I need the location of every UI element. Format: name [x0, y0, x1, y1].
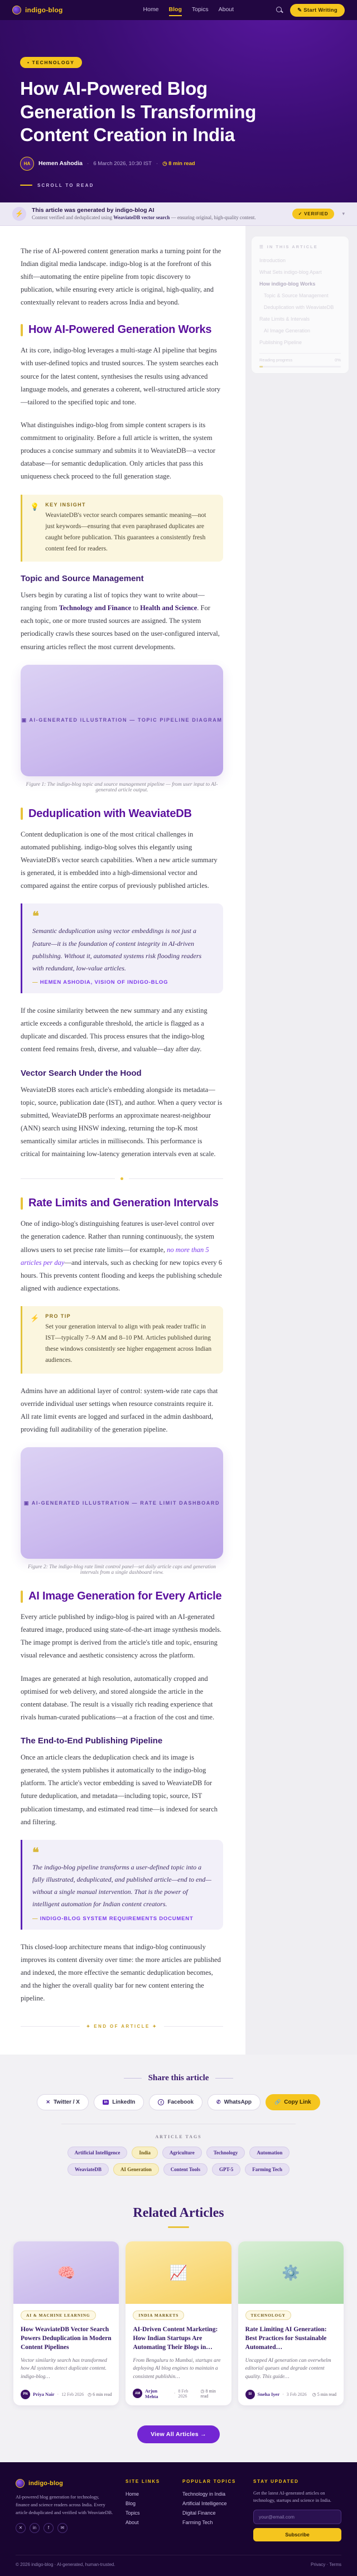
brand-text: indigo-blog: [28, 2480, 64, 2487]
related-articles: [0, 2190, 357, 2410]
ai-banner-text: [32, 207, 256, 220]
toc-divider: [259, 353, 341, 354]
scroll-text: SCROLL TO READ: [37, 182, 94, 188]
footer-link[interactable]: Farming Tech: [182, 2520, 213, 2526]
pro-tip-callout: [21, 1306, 223, 1374]
toc-item-active[interactable]: How indigo-blog Works: [259, 281, 316, 287]
paragraph: [21, 589, 223, 654]
card-author: Arjun Mehta: [144, 2387, 158, 2399]
lightbulb-icon: 💡: [30, 502, 40, 511]
callout-label: PRO TIP: [45, 1313, 71, 1320]
chart-up-icon: 📈: [169, 2264, 188, 2281]
divider-line: [164, 2026, 223, 2027]
subheading-vector-search: Vector Search Under the Hood: [21, 1068, 142, 1078]
category-badge[interactable]: • TECHNOLOGY: [20, 57, 82, 68]
page-title: How AI-Powered Blog Generation Is Transforming Content Creation in India: [20, 78, 257, 146]
footer-link[interactable]: Blog: [126, 2501, 136, 2507]
heading-underline: [168, 2226, 189, 2228]
card-excerpt: Vector similarity search has transformed how AI systems detect duplicate content. indigo-blog…: [21, 2357, 107, 2380]
toc-item[interactable]: Topic & Source Management: [264, 293, 329, 299]
attribution-text: HEMEN ASHODIA, VISION OF INDIGO-BLOG: [40, 979, 168, 986]
gear-icon: ⚙️: [282, 2264, 300, 2281]
quote-mark-icon: ❝: [32, 909, 39, 924]
nav-blog[interactable]: Blog: [169, 4, 182, 16]
callout-content: [45, 502, 214, 555]
site-header: [0, 0, 357, 20]
card-date: 3 Feb 2026: [286, 2391, 307, 2397]
search-icon[interactable]: [274, 5, 284, 15]
brand-name: [25, 6, 63, 14]
view-all-wrap: [0, 2411, 357, 2462]
subscribe-button[interactable]: Subscribe: [253, 2528, 341, 2541]
card-read-time: ◷ 6 min read: [88, 2391, 112, 2397]
text-run: to: [131, 604, 141, 612]
author-name[interactable]: Hemen Ashodia: [38, 160, 83, 167]
tags-label: ARTICLE TAGS: [155, 2134, 202, 2140]
bolt-icon: ⚡: [12, 207, 26, 221]
ai-banner-sub-suffix: — ensuring original, high-quality content.: [170, 215, 256, 221]
author-avatar[interactable]: HA: [20, 157, 34, 171]
share-button-label: LinkedIn: [112, 2099, 136, 2106]
toc-item[interactable]: Rate Limits & Intervals: [259, 316, 310, 322]
footer-site-links: [126, 2479, 170, 2541]
share-linkedin-button[interactable]: [94, 2094, 144, 2110]
x-icon: ✕: [46, 2099, 50, 2105]
separator: ·: [173, 2391, 176, 2396]
tag[interactable]: Agriculture: [162, 2147, 202, 2159]
card-footer: [21, 2383, 112, 2399]
figure-2-caption: Figure 2: The indigo-blog rate limit control panel—set daily article caps and generation intervals from a single dashboard view.: [27, 1564, 216, 1576]
brand-logo[interactable]: [12, 6, 63, 15]
footer-description: AI-powered blog generation for technology, finance and science readers across India. Every article deduplicated and verified with WeaviateDB.: [16, 2493, 113, 2515]
card-excerpt: From Bengaluru to Mumbai, startups are deploying AI blog engines to maintain a consistent publishin…: [133, 2357, 221, 2380]
related-card[interactable]: [126, 2241, 231, 2405]
share-button-label: Facebook: [167, 2099, 194, 2106]
hero: [0, 20, 357, 202]
related-cards: [13, 2241, 344, 2405]
card-thumbnail: [13, 2241, 119, 2304]
card-thumbnail: [126, 2241, 231, 2304]
callout-content: [45, 1313, 214, 1366]
facebook-icon[interactable]: f: [44, 2523, 54, 2533]
callout-text: WeaviateDB's vector search compares semantic meaning—not just keywords—ensuring that even paraphrased duplicates are caught before publication. This guarantees a consistently fresh content feed for readers.: [45, 511, 206, 552]
email-field[interactable]: [253, 2510, 341, 2524]
link-icon: 🔗: [274, 2099, 281, 2105]
figure-1-placeholder-image: [21, 665, 223, 776]
end-of-article-text: ✦ END OF ARTICLE ✦: [86, 2024, 158, 2029]
byline: [20, 157, 337, 171]
footer-link[interactable]: Artificial Intelligence: [182, 2501, 227, 2507]
brand-name: [28, 2480, 63, 2487]
ai-banner-sub-prefix: Content verified and deduplicated using: [32, 215, 114, 221]
footer-column-heading: POPULAR TOPICS: [182, 2478, 237, 2484]
copyright-text: © 2026 indigo-blog · AI-generated, human-trusted.: [16, 2561, 115, 2567]
facebook-icon: f: [158, 2099, 164, 2105]
section-heading-deduplication: Deduplication with WeaviateDB: [21, 808, 223, 820]
table-of-contents: [251, 236, 349, 374]
figure-1: [21, 665, 223, 776]
figure-2-label: ▣ AI-GENERATED ILLUSTRATION — RATE LIMIT DASHBOARD: [23, 1500, 220, 1506]
copy-link-button[interactable]: [266, 2094, 320, 2110]
newsletter-text: Get the latest AI-generated articles on technology, startups and science in India.: [253, 2490, 331, 2503]
card-category-badge: TECHNOLOGY: [245, 2311, 291, 2320]
brand-orb-icon: [12, 6, 21, 15]
separator: ·: [282, 2391, 284, 2397]
footer-brand: [16, 2479, 113, 2541]
card-footer: [133, 2381, 224, 2399]
footer-social: [16, 2523, 113, 2533]
dash: —: [32, 1915, 38, 1922]
footer-columns: [16, 2479, 341, 2541]
share-facebook-button[interactable]: [149, 2094, 202, 2110]
card-excerpt: Uncapped AI generation can overwhelm editorial queues and degrade content quality. This guide…: [245, 2357, 331, 2380]
paragraph: At its core, indigo-blog leverages a multi-stage AI pipeline that begins with user-defined topics and trusted sources. The system searches each source for the latest content, synthesises the results using advanced language models, and generates a coherent, well-structured article story—tailored to the specified topic and tone.: [21, 346, 221, 406]
publish-date: 6 March 2026, 10:30 IST: [93, 160, 152, 167]
footer-link[interactable]: About: [126, 2520, 139, 2526]
end-of-article-marker: [21, 2024, 223, 2029]
x-icon[interactable]: ✕: [16, 2523, 26, 2533]
tag[interactable]: Farming Tech: [245, 2163, 290, 2176]
reading-progress-bar: [259, 366, 341, 368]
ai-banner-title: This article was generated by indigo-blog AI: [32, 207, 155, 214]
share-heading: [13, 2074, 344, 2083]
reading-progress-label: Reading progress: [259, 357, 293, 363]
whatsapp-icon: ✆: [216, 2099, 221, 2105]
reading-progress-value: 0%: [335, 357, 341, 363]
card-title[interactable]: Rate Limiting AI Generation: Best Practices for Sustainable Automated…: [245, 2326, 327, 2351]
text-run: —and intervals, such as checking for new topics every 6 hours. This prevents content flooding and keeps the publishing schedule aligned with audience expectations.: [21, 1258, 223, 1292]
card-title[interactable]: AI-Driven Content Marketing: How Indian Startups Are Automating Their Blogs in…: [133, 2326, 218, 2351]
scroll-line: [20, 185, 32, 186]
card-category-badge: INDIA MARKETS: [133, 2311, 184, 2320]
reading-progress-fill: [259, 366, 263, 368]
text-run-italic: no more than 5 articles per day: [21, 1245, 209, 1267]
paragraph: [21, 1217, 223, 1295]
tag[interactable]: Automation: [249, 2147, 290, 2159]
paragraph: Admins have an additional layer of control: system-wide rate caps that override individual user settings when resource constraints require it. All rate limit events are logged and surfaced in the admin dashboard, providing full auditability of the generation pipeline.: [21, 1386, 218, 1433]
card-body: [238, 2304, 344, 2405]
toc-item[interactable]: Publishing Pipeline: [259, 340, 302, 346]
author-avatar: SI: [245, 2390, 255, 2399]
figure-2-placeholder-image: [21, 1447, 223, 1559]
paragraph: Images are generated at high resolution, automatically cropped and optimised for web delivery, and stored alongside the article in the content database. The result is a visually rich reading experience that rivals human-curated publications—at a fraction of the cost and time.: [21, 1674, 215, 1721]
content-layout: [0, 226, 357, 2055]
card-category-badge: AI & MACHINE LEARNING: [21, 2311, 96, 2320]
toc-heading: [259, 244, 341, 249]
paragraph: What distinguishes indigo-blog from simple content scrapers is its commitment to originality. Before a full article is written, the system produces a concise summary and submits it to WeaviateDB—a vector database—for semantic deduplication. Only articles that pass this uniqueness check proceed to the full generation stage.: [21, 421, 216, 481]
blockquote-2: [21, 1840, 223, 1930]
main-nav: [143, 4, 234, 16]
share-section: [0, 2055, 357, 2190]
bolt-icon: ⚡: [30, 1314, 40, 1323]
toc-item[interactable]: Deduplication with WeaviateDB: [264, 305, 334, 311]
reading-progress: [259, 357, 341, 363]
paragraph: WeaviateDB stores each article's embedding alongside its metadata—topic, source, publication date (IST), and author. When a query vector is submitted, WeaviateDB performs an approximate nearest-neighbour (ANN) search using HNSW indexing, returning the top-K most semantically similar articles in milliseconds. This performance is critical for maintaining low-latency generation intervals even at scale.: [21, 1085, 223, 1158]
callout-label: KEY INSIGHT: [45, 501, 86, 508]
related-card[interactable]: [238, 2241, 344, 2405]
tag[interactable]: Artificial Intelligence: [67, 2147, 128, 2159]
author-avatar: AM: [133, 2389, 142, 2398]
text-run: Users begin by curating a list of topics they want to write about—ranging from: [21, 591, 205, 612]
tag[interactable]: AI Generation: [113, 2163, 159, 2176]
footer-link[interactable]: Digital Finance: [182, 2510, 216, 2516]
footer-link[interactable]: Home: [126, 2491, 139, 2497]
section-divider: [21, 1177, 223, 1180]
tag-list: [45, 2147, 312, 2176]
quote-attribution: [32, 1916, 213, 1922]
section-heading-rate-limits: Rate Limits and Generation Intervals: [21, 1197, 223, 1210]
nav-topics[interactable]: Topics: [191, 6, 209, 13]
toc-heading-text: IN THIS ARTICLE: [267, 244, 318, 249]
paragraph: Every article published by indigo-blog is paired with an AI-generated featured image, produced using state-of-the-art image synthesis models. The image prompt is derived from the article's title and topic, ensuring visual relevance and aesthetic consistency across the platform.: [21, 1613, 221, 1660]
separator: ·: [57, 2391, 59, 2397]
text-run: . For each topic, one or more trusted sources are assigned. The system periodically crawls these sources based on the user-configured interval, ensuring articles reflect the most current developments.: [21, 604, 220, 651]
text-run-bold: Technology and Finance: [59, 604, 132, 612]
card-author: Sneha Iyer: [257, 2391, 280, 2398]
card-date: 12 Feb 2026: [61, 2391, 84, 2397]
tag[interactable]: Content Tools: [163, 2163, 208, 2176]
section-heading-generation-works: How AI-Powered Generation Works: [21, 323, 223, 336]
figure-2: [21, 1447, 223, 1559]
scroll-indicator: [20, 183, 337, 188]
divider-line: [124, 2078, 142, 2079]
toc-item[interactable]: AI Image Generation: [264, 328, 311, 334]
header-actions: [274, 4, 345, 17]
key-insight-callout: [21, 495, 223, 562]
footer-bottom-bar: [16, 2555, 341, 2576]
quote-text: Semantic deduplication using vector embeddings is not just a feature—it is the foundation of content integrity in AI-driven publishing. Without it, automated systems risk flooding readers with redundant, low-value articles.: [32, 927, 202, 972]
ai-banner-sub-bold: WeaviateDB vector search: [113, 215, 170, 221]
card-body: [126, 2304, 231, 2405]
footer-popular-topics: [182, 2479, 241, 2541]
chevron-down-icon[interactable]: ▾: [342, 210, 345, 216]
nav-about[interactable]: About: [218, 6, 234, 13]
intro-paragraph: The rise of AI-powered content generation marks a turning point for the Indian digital media landscape. indigo-blog is at the forefront of this shift—automating the entire pipeline from topic discovery to publication, while ensuring every article is original, high-quality, and contextually relevant to readers across India and beyond.: [21, 247, 221, 307]
read-time: ◷ 8 min read: [162, 160, 195, 167]
related-card[interactable]: [13, 2241, 119, 2405]
blockquote-1: [21, 903, 223, 993]
related-heading: Related Articles: [133, 2206, 224, 2221]
footer-column-heading: STAY UPDATED: [253, 2478, 299, 2484]
attribution-text: INDIGO-BLOG SYSTEM REQUIREMENTS DOCUMENT: [40, 1915, 194, 1922]
footer-link[interactable]: Topics: [126, 2510, 140, 2516]
text-run-bold: Health and Science: [140, 604, 197, 612]
toc-item[interactable]: Introduction: [259, 258, 286, 264]
paragraph: Once an article clears the deduplication check and its image is generated, the system publishes it automatically to the indigo-blog platform. The article's vector embedding is saved to WeaviateDB for future deduplication, and metadata—including topic, source, IST publication timestamp, and estimated read time—is indexed for search and filtering.: [21, 1753, 218, 1826]
brand-orb-icon: [16, 2479, 25, 2488]
paragraph: If the cosine similarity between the new summary and any existing article exceeds a configurable threshold, the article is flagged as a duplicate and discarded. This process ensures that the indigo-blog content feed remains fresh, diverse, and valuable—day after day.: [21, 1007, 208, 1053]
card-thumbnail: [238, 2241, 344, 2304]
separator: ·: [86, 160, 89, 167]
tag[interactable]: GPT-5: [212, 2163, 240, 2176]
card-read-time: ◷ 5 min read: [312, 2391, 336, 2397]
card-footer: [245, 2383, 336, 2399]
share-whatsapp-button[interactable]: [208, 2094, 260, 2110]
paragraph: This closed-loop architecture means that indigo-blog continuously improves its content diversity over time: the more articles are published and indexed, the more effective the semantic deduplication becomes, and the higher the overall quality bar for new content entering the pipeline.: [21, 1942, 221, 2003]
site-footer: [0, 2462, 357, 2576]
card-read-time: ◷ 8 min read: [200, 2388, 216, 2399]
sidebar: [245, 226, 357, 374]
paragraph: Content deduplication is one of the most critical challenges in automated publishing. indigo-blog solves this elegantly using WeaviateDB's vector search capabilities. When a new article summary is generated, it is embedded into a high-dimensional vector and compared against the entire corpus of previously published articles.: [21, 830, 218, 890]
view-all-articles-button[interactable]: View All Articles →: [137, 2425, 220, 2443]
brain-icon: 🧠: [57, 2264, 75, 2281]
callout-text: Set your generation interval to align with peak reader traffic in IST—typically 7–9 AM and 8–10 PM. Articles published during these windows consistently see higher engagement across Indian audiences.: [45, 1323, 212, 1364]
toc-list: [259, 255, 341, 349]
subheading-publishing-pipeline: The End-to-End Publishing Pipeline: [21, 1736, 163, 1746]
share-button-label: Copy Link: [284, 2099, 311, 2106]
subheading-topic-source: Topic and Source Management: [21, 574, 144, 584]
quote-text: The indigo-blog pipeline transforms a user-defined topic into a fully illustrated, deduplicated, and published article—end to end—without a single manual intervention. That is the power of intelligent automation for Indian content creators.: [32, 1863, 211, 1908]
divider-line: [215, 2078, 233, 2079]
linkedin-icon[interactable]: in: [30, 2523, 40, 2533]
card-title[interactable]: How WeaviateDB Vector Search Powers Deduplication in Modern Content Pipelines: [21, 2326, 112, 2351]
text-run: One of indigo-blog's distinguishing features is user-level control over the generation cadence. Rather than running continuously, the system allows users to set precise rate limits—for example,: [21, 1220, 215, 1254]
article-body: [0, 226, 245, 2055]
divider-line: [21, 1178, 115, 1179]
ai-generated-banner: [0, 202, 357, 226]
footer-link-list: [126, 2490, 170, 2527]
share-twitter-button[interactable]: [37, 2094, 89, 2110]
footer-link-list: [182, 2490, 241, 2527]
legal-links[interactable]: Privacy · Terms: [311, 2561, 341, 2567]
start-writing-button[interactable]: ✎ Start Writing: [290, 4, 345, 17]
footer-brand-logo[interactable]: [16, 2479, 113, 2488]
footer-column-heading: SITE LINKS: [126, 2478, 161, 2484]
card-body: [13, 2304, 119, 2405]
card-date: 8 Feb 2026: [178, 2388, 189, 2399]
ai-banner-subtitle: [32, 215, 256, 220]
card-author: Priya Nair: [33, 2391, 55, 2398]
author-avatar: PN: [21, 2390, 30, 2399]
list-icon: ☰: [259, 244, 264, 249]
verified-badge: ✓ VERIFIED: [292, 209, 335, 219]
figure-1-caption: Figure 1: The indigo-blog topic and source management pipeline — from user input to AI-generated article output.: [26, 781, 218, 793]
tag[interactable]: India: [132, 2147, 158, 2159]
divider-line: [21, 2026, 80, 2027]
nav-home[interactable]: Home: [143, 6, 159, 13]
section-heading-image-generation: AI Image Generation for Every Article: [21, 1590, 223, 1603]
figure-1-label: ▣ AI-GENERATED ILLUSTRATION — TOPIC PIPELINE DIAGRAM: [21, 717, 223, 723]
linkedin-icon: in: [103, 2100, 109, 2105]
share-buttons: [13, 2094, 344, 2110]
divider-line: [129, 1178, 223, 1179]
toc-item[interactable]: What Sets indigo-blog Apart: [259, 269, 322, 276]
dash: —: [32, 979, 38, 986]
share-heading-text: Share this article: [148, 2074, 209, 2083]
share-button-label: Twitter / X: [53, 2099, 80, 2106]
quote-attribution: [32, 979, 213, 985]
tag[interactable]: Technology: [206, 2147, 245, 2159]
share-button-label: WhatsApp: [224, 2099, 252, 2106]
tag[interactable]: WeaviateDB: [67, 2163, 109, 2176]
brand-text: indigo-blog: [25, 6, 63, 14]
separator: ·: [156, 160, 158, 167]
footer-link[interactable]: Technology in India: [182, 2491, 226, 2497]
footer-newsletter: [253, 2479, 341, 2541]
mail-icon[interactable]: ✉: [57, 2523, 67, 2533]
quote-mark-icon: ❝: [32, 1845, 39, 1859]
divider-dot-icon: [120, 1177, 123, 1180]
